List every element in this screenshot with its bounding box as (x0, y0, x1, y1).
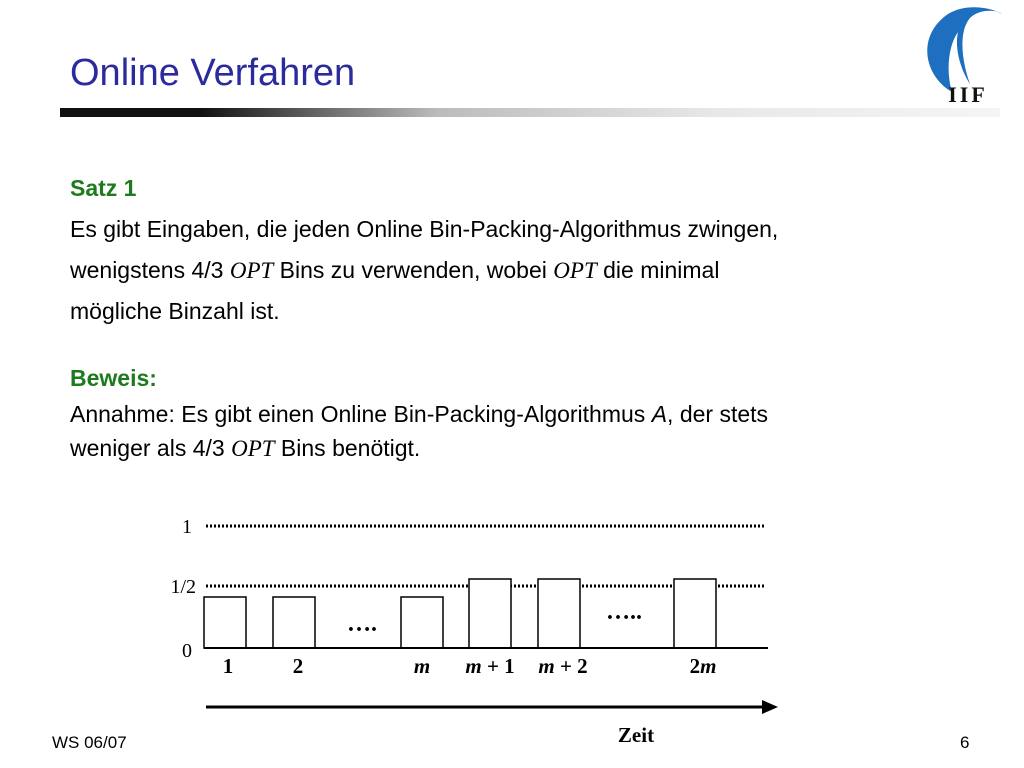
y-label-half: 1/2 (170, 576, 196, 598)
y-label-one: 1 (182, 516, 192, 538)
x-label-m-plus-2 (538, 654, 587, 678)
bin-item-2 (273, 597, 315, 648)
x-label-m-plus-2-var: m (538, 654, 555, 678)
x-label-m-plus-1 (465, 654, 514, 678)
time-axis-label: Zeit (617, 723, 655, 747)
satz-line-2-a: wenigstens 4/3 (70, 257, 230, 283)
beweis-line-2 (70, 431, 970, 466)
beweis-line-1 (70, 397, 970, 431)
bin-item-1 (204, 597, 246, 648)
x-label-2m (690, 654, 717, 678)
slide-body (70, 168, 970, 466)
x-label-1: 1 (222, 654, 234, 678)
opt-term: OPT (231, 436, 275, 461)
satz-line-3: mögliche Binzahl ist. (70, 298, 280, 324)
opt-term: OPT (553, 258, 597, 283)
x-label-2m-num: 2 (689, 654, 701, 678)
slide-title: Online Verfahren (70, 52, 356, 94)
large-items (469, 579, 716, 648)
time-axis-arrowhead (762, 700, 778, 714)
x-label-m: m (413, 654, 431, 678)
title-underline (60, 108, 1000, 117)
beweis-line-2-b: Bins benötigt. (274, 435, 421, 461)
satz-heading: Satz 1 (70, 175, 137, 201)
bin-item-m (401, 597, 443, 648)
iif-logo (918, 6, 1008, 106)
logo-text: IIF (948, 82, 988, 106)
beweis-line-2-a: weniger als 4/3 (70, 435, 232, 461)
ellipsis-right: ….. (606, 599, 642, 625)
x-label-2m-var: m (700, 654, 717, 678)
beweis-line-1-b: , der stets (667, 401, 769, 427)
ellipsis-left: …. (347, 611, 377, 637)
small-items (204, 597, 443, 648)
beweis-heading: Beweis: (70, 365, 157, 391)
opt-term: OPT (229, 258, 274, 283)
bin-item-m-plus-2 (538, 579, 580, 648)
x-label-m-plus-2-rest: + 2 (554, 654, 588, 678)
bin-diagram (150, 505, 800, 765)
bin-item-2m (674, 579, 716, 648)
footer-semester: WS 06/07 (52, 733, 127, 752)
satz-line-2 (70, 250, 970, 291)
satz-line-2-c: die minimal (596, 257, 720, 283)
x-label-m-plus-1-var: m (465, 654, 482, 678)
y-label-zero: 0 (182, 640, 192, 662)
logo-swoosh (927, 7, 1002, 92)
satz-line-1: Es gibt Eingaben, die jeden Online Bin-Packing-Algorithmus zwingen, (70, 216, 779, 242)
algorithm-variable: A (651, 401, 668, 427)
x-label-2: 2 (292, 654, 304, 678)
x-label-m-plus-1-rest: + 1 (481, 654, 515, 678)
satz-line-2-b: Bins zu verwenden, wobei (273, 257, 554, 283)
beweis-line-1-a: Annahme: Es gibt einen Online Bin-Packing-Algorithmus (70, 401, 652, 427)
page-number: 6 (960, 733, 970, 752)
bin-item-m-plus-1 (469, 579, 511, 648)
